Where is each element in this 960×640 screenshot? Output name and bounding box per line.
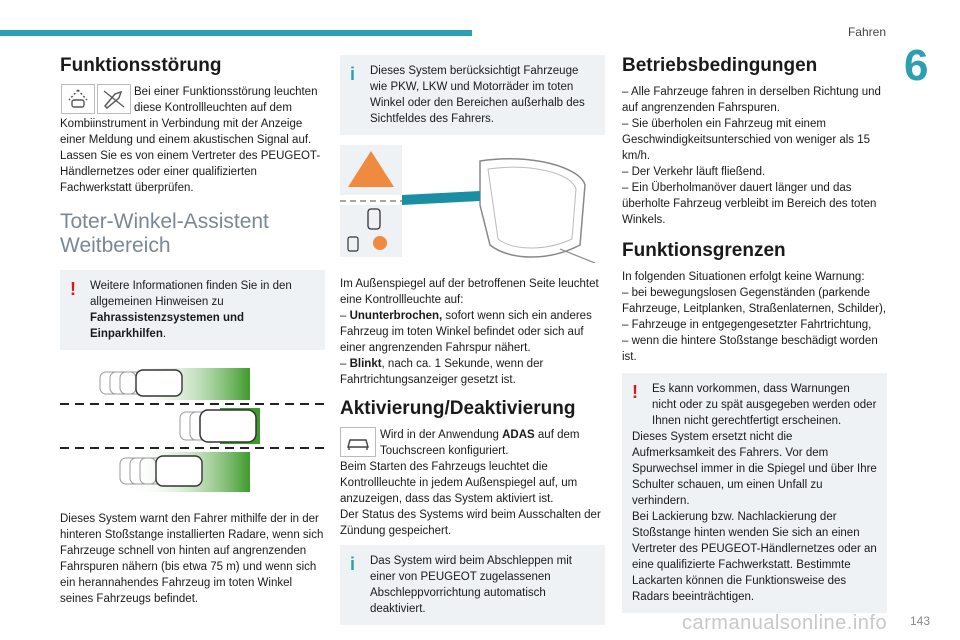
blind-spot-illustration	[60, 360, 325, 503]
warning-icon: !	[70, 279, 76, 300]
warning-text-bold: Fahrassistenzsystemen und Einparkhilfen	[90, 312, 245, 341]
list-item-bold: Blinkt	[349, 358, 382, 370]
list-item-text: , nach ca. 1 Sekunde, wenn der Fahrtrichtungsanzeiger gesetzt ist.	[340, 358, 544, 386]
blind-spot-warning-icon	[61, 84, 95, 114]
mirror-intro: Im Außenspiegel auf der betroffenen Seite leuchtet eine Kontrollleuchte auf:	[340, 278, 599, 306]
heading-aktivierung: Aktivierung/Deaktivierung	[340, 398, 576, 419]
activation-text-3: Der Status des Systems wird beim Ausschalten der Zündung gespeichert.	[340, 508, 601, 537]
operating-conditions-list	[622, 84, 887, 228]
watermark: carmanualsonline.info	[682, 612, 888, 634]
activation-text-bold: ADAS	[502, 428, 535, 441]
list-item-bold: Ununterbrochen,	[349, 310, 443, 322]
malfunction-icons	[60, 84, 132, 114]
limits-intro: In folgenden Situationen erfolgt keine Warnung:	[622, 270, 865, 283]
activation-block	[340, 427, 605, 459]
blind-spot-fault-icon	[97, 84, 131, 114]
column-3	[622, 55, 887, 623]
warning-box-general-info	[60, 270, 325, 350]
column-1	[60, 55, 325, 607]
malfunction-text-2: Lassen Sie es von einem Vertreter des PEUGEOT-Händlernetzes oder einer qualifizierten Fachwerkstatt überprüfen.	[60, 149, 321, 194]
section-name: Fahren	[847, 25, 886, 39]
chapter-number: 6	[904, 41, 929, 90]
list-item	[340, 356, 605, 388]
activation-text-b: auf dem Touchscreen konfiguriert.	[380, 428, 580, 457]
heading-funktionsgrenzen: Funktionsgrenzen	[622, 239, 786, 261]
heading-toter-winkel: Toter-Winkel-Assistent Weitbereich	[60, 209, 269, 257]
list-item: – Der Verkehr läuft fließend.	[622, 164, 887, 180]
info-text: Dieses System berücksichtigt Fahrzeuge wie PKW, LKW und Motorräder im toten Winkel oder den Bereichen außerhalb des Sichtfeldes des Fahrers.	[370, 65, 585, 125]
page-number: 143	[910, 614, 931, 628]
top-accent-bar	[0, 30, 472, 36]
system-description: Dieses System warnt den Fahrer mithilfe der in der hinteren Stoßstange installierten Radare, wenn sich Fahrzeuge schnell von hinten auf angrenzenden Fahrspuren nähern (bis etwa 75 m) und wenn sich ein herannahendes Fahrzeug im toten Winkel seines Fahrzeugs befindet.	[60, 513, 324, 606]
info-box-vehicle-types	[340, 55, 605, 135]
list-item	[340, 308, 605, 356]
activation-text-1	[340, 427, 605, 459]
warning-box-limitations	[622, 373, 887, 613]
limits-list	[622, 285, 887, 365]
list-item: – Sie überholen ein Fahrzeug mit einem Geschwindigkeitsunterschied von weniger als 15 km/h.	[622, 116, 887, 164]
warning-text-1: Es kann vorkommen, dass Warnungen nicht oder zu spät ausgegeben werden oder Ihnen nicht gerechtfertigt erscheinen.	[652, 382, 877, 427]
list-item: – bei bewegungslosen Gegenständen (parkende Fahrzeuge, Leitplanken, Straßenlaternen, Schilder),	[622, 285, 887, 317]
malfunction-block	[60, 84, 325, 148]
warning-text	[70, 278, 315, 342]
warning-text-2: Dieses System ersetzt nicht die Aufmerksamkeit des Fahrers. Vor dem Spurwechsel immer in die Spiegel und über Ihre Schulter schauen, um einen Unfall zu verhindern.	[632, 430, 877, 507]
warning-icon: !	[632, 381, 638, 402]
malfunction-text-1: Bei einer Funktionsstörung leuchten diese Kontrollleuchten auf dem Kombiinstrument in Verbindung mit der Anzeige einer Meldung und einem akustischen Signal auf.	[60, 85, 318, 146]
warning-text-main: Weitere Informationen finden Sie in den allgemeinen Hinweisen zu	[90, 280, 292, 309]
list-item: – wenn die hintere Stoßstange beschädigt worden ist.	[622, 333, 887, 365]
warning-text-end: .	[162, 328, 167, 341]
warning-text-3: Bei Lackierung bzw. Nachlackierung der Stoßstange hinten wenden Sie sich an einen Vertreter des PEUGEOT-Händlernetzes oder an eine qualifizierte Fachwerkstatt. Bestimmte Lackarten können die Funktionsweise des Radars beeinträchtigen.	[632, 510, 877, 603]
info-box-towing	[340, 545, 605, 625]
list-item: – Fahrzeuge in entgegengesetzter Fahrtrichtung,	[622, 317, 887, 333]
heading-funktionsstoerung: Funktionsstörung	[60, 55, 222, 76]
column-2	[340, 55, 605, 635]
list-item: – Alle Fahrzeuge fahren in derselben Richtung und auf angrenzenden Fahrspuren.	[622, 84, 887, 116]
mirror-light-list	[340, 308, 605, 388]
info-icon: i	[350, 553, 356, 574]
activation-text-2: Beim Starten des Fahrzeugs leuchtet die Kontrollleuchte in jedem Außenspiegel auf, um anzuzeigen, dass das System aktiviert ist.	[340, 460, 578, 505]
info-text: Das System wird beim Abschleppen mit einer von PEUGEOT zugelassenen Abschleppvorrichtung automatisch deaktiviert.	[370, 554, 572, 615]
mirror-illustration	[340, 145, 605, 268]
list-item-text: sofort wenn sich ein anderes Fahrzeug im toten Winkel befindet oder sich auf einer angrenzenden Fahrspur nähert.	[340, 310, 592, 354]
heading-betriebsbedingungen: Betriebsbedingungen	[622, 55, 818, 76]
info-icon: i	[350, 64, 356, 84]
activation-text-a: Wird in der Anwendung	[380, 428, 503, 441]
car-settings-icon	[340, 427, 376, 457]
list-item: – Ein Überholmanöver dauert länger und das überholte Fahrzeug verbleibt im Bereich des toten Winkels.	[622, 180, 887, 228]
